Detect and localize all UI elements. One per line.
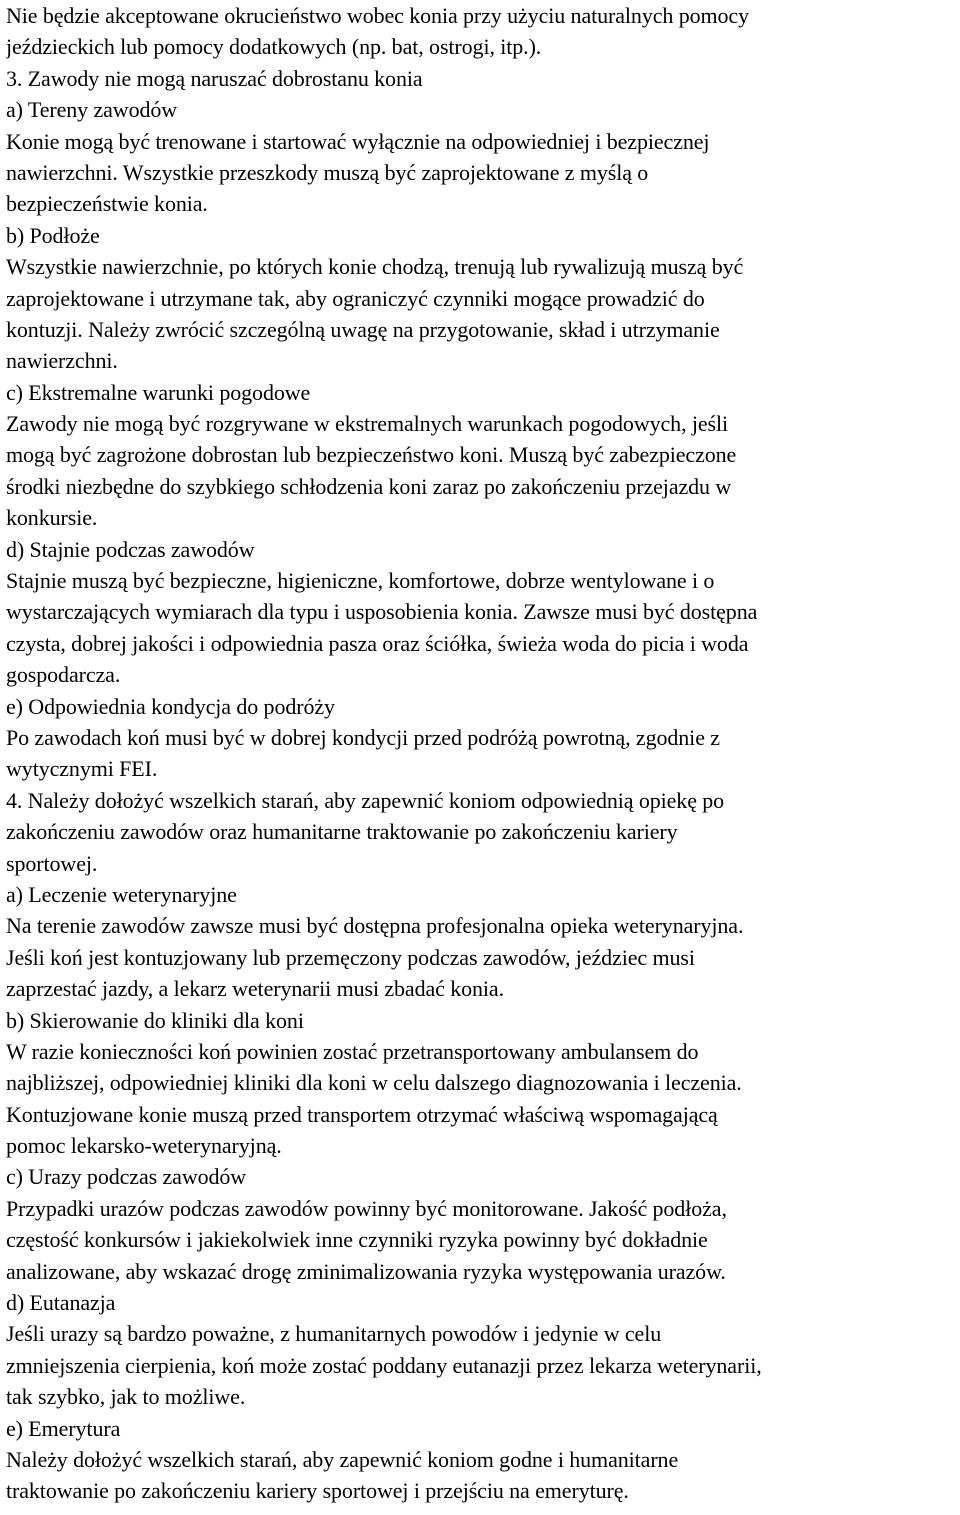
- text-line: Zawody nie mogą być rozgrywane w ekstremalnych warunkach pogodowych, jeśli: [6, 411, 729, 437]
- text-line: Jeśli urazy są bardzo poważne, z humanitarnych powodów i jedynie w celu: [6, 1321, 662, 1347]
- text-line: mogą być zagrożone dobrostan lub bezpieczeństwo koni. Muszą być zabezpieczone: [6, 442, 737, 468]
- text-line: bezpieczeństwie konia.: [6, 191, 208, 217]
- text-line: jeździeckich lub pomocy dodatkowych (np. bat, ostrogi, itp.).: [6, 34, 542, 60]
- subsection-heading: c) Urazy podczas zawodów: [6, 1164, 247, 1190]
- subsection-heading: e) Odpowiednia kondycja do podróży: [6, 693, 335, 719]
- subsection-heading: a) Leczenie weterynaryjne: [6, 881, 237, 907]
- subsection-heading: b) Podłoże: [6, 222, 100, 248]
- text-line: Na terenie zawodów zawsze musi być dostępna profesjonalna opieka weterynaryjna.: [6, 913, 744, 939]
- text-line: czysta, dobrej jakości i odpowiednia pasza oraz ściółka, świeża woda do picia i woda: [6, 630, 749, 656]
- text-line: pomoc lekarsko-weterynaryjną.: [6, 1133, 282, 1159]
- text-line: traktowanie po zakończeniu kariery sportowej i przejściu na emeryturę.: [6, 1478, 629, 1504]
- text-line: zakończeniu zawodów oraz humanitarne traktowanie po zakończeniu kariery: [6, 819, 678, 845]
- text-line: nawierzchni. Wszystkie przeszkody muszą być zaprojektowane z myślą o: [6, 159, 649, 185]
- text-line: Konie mogą być trenowane i startować wyłącznie na odpowiedniej i bezpiecznej: [6, 128, 710, 154]
- text-line: Należy dołożyć wszelkich starań, aby zapewnić koniom godne i humanitarne: [6, 1446, 679, 1472]
- text-line: Wszystkie nawierzchnie, po których konie chodzą, trenują lub rywalizują muszą być: [6, 254, 744, 280]
- text-line: zmniejszenia cierpienia, koń może zostać poddany eutanazji przez lekarza weterynarii,: [6, 1352, 762, 1378]
- text-line: Przypadki urazów podczas zawodów powinny być monitorowane. Jakość podłoża,: [6, 1195, 727, 1221]
- text-line: wystarczających wymiarach dla typu i usposobienia konia. Zawsze musi być dostępna: [6, 599, 758, 625]
- subsection-heading: d) Eutanazja: [6, 1290, 116, 1316]
- subsection-heading: c) Ekstremalne warunki pogodowe: [6, 379, 311, 405]
- text-line: wytycznymi FEI.: [6, 756, 158, 782]
- text-line: sportowej.: [6, 850, 98, 876]
- text-line: konkursie.: [6, 505, 98, 531]
- subsection-heading: a) Tereny zawodów: [6, 97, 178, 123]
- text-line: gospodarcza.: [6, 662, 121, 688]
- text-line: częstość konkursów i jakiekolwiek inne czynniki ryzyka powinny być dokładnie: [6, 1227, 708, 1253]
- text-line: W razie konieczności koń powinien zostać przetransportowany ambulansem do: [6, 1038, 699, 1064]
- text-line: zaprzestać jazdy, a lekarz weterynarii musi zbadać konia.: [6, 976, 504, 1002]
- text-line: tak szybko, jak to możliwe.: [6, 1384, 246, 1410]
- text-line: najbliższej, odpowiedniej kliniki dla koni w celu dalszego diagnozowania i leczenia.: [6, 1070, 742, 1096]
- text-line: Nie będzie akceptowane okrucieństwo wobec konia przy użyciu naturalnych pomocy: [6, 3, 749, 28]
- subsection-heading: d) Stajnie podczas zawodów: [6, 536, 255, 562]
- text-line: Kontuzjowane konie muszą przed transportem otrzymać właściwą wspomagającą: [6, 1101, 718, 1127]
- section-heading: 3. Zawody nie mogą naruszać dobrostanu konia: [6, 65, 423, 91]
- text-line: nawierzchni.: [6, 348, 118, 374]
- text-line: Jeśli koń jest kontuzjowany lub przemęczony podczas zawodów, jeździec musi: [6, 944, 695, 970]
- text-line: Po zawodach koń musi być w dobrej kondycji przed podróżą powrotną, zgodnie z: [6, 724, 720, 750]
- text-line: środki niezbędne do szybkiego schłodzenia koni zaraz po zakończeniu przejazdu w: [6, 473, 732, 499]
- text-line: Stajnie muszą być bezpieczne, higieniczne, komfortowe, dobrze wentylowane i o: [6, 568, 715, 594]
- subsection-heading: b) Skierowanie do kliniki dla koni: [6, 1007, 304, 1033]
- subsection-heading: e) Emerytura: [6, 1415, 121, 1441]
- text-line: zaprojektowane i utrzymane tak, aby ograniczyć czynniki mogące prowadzić do: [6, 285, 705, 311]
- section-heading: 4. Należy dołożyć wszelkich starań, aby zapewnić koniom odpowiednią opiekę po: [6, 787, 725, 813]
- text-line: kontuzji. Należy zwrócić szczególną uwagę na przygotowanie, skład i utrzymanie: [6, 316, 720, 342]
- text-line: analizowane, aby wskazać drogę zminimalizowania ryzyka występowania urazów.: [6, 1258, 726, 1284]
